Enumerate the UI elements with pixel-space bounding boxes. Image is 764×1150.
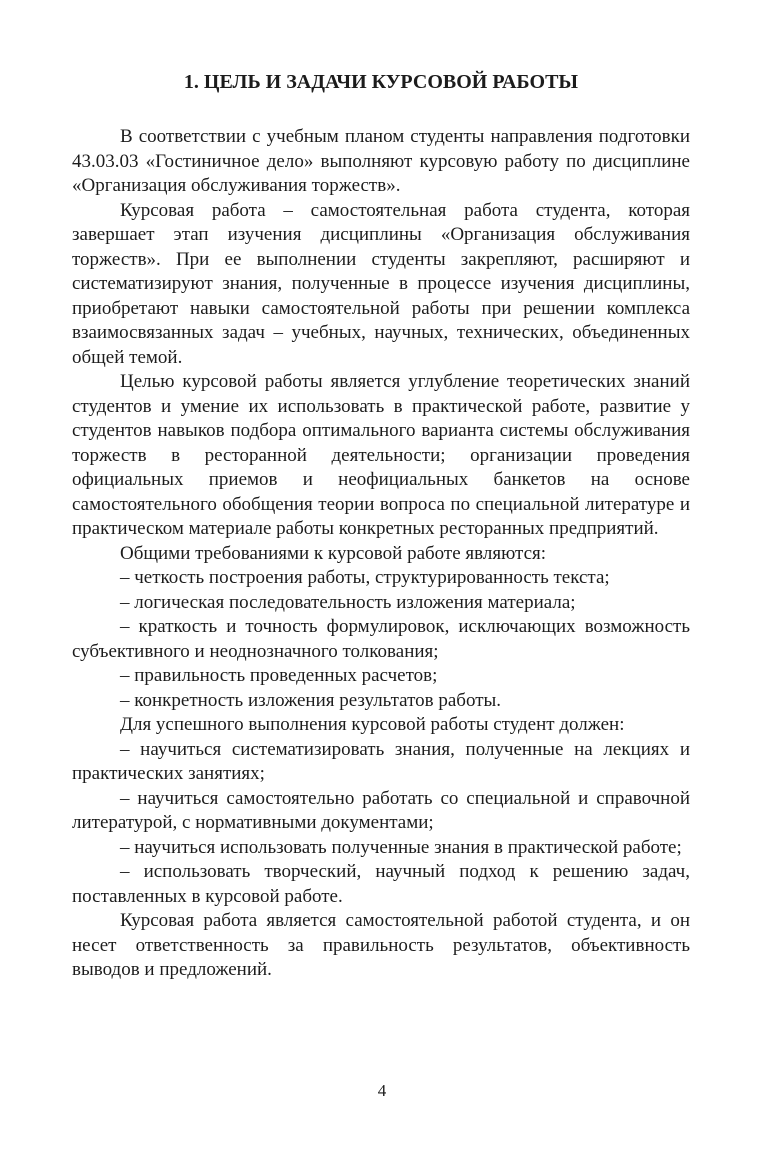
list-item: – использовать творческий, научный подход к решению задач, поставленных в курсовой работе.: [72, 861, 690, 907]
list-item: – краткость и точность формулировок, исключающих возможность субъективного и неоднозначного толкования;: [72, 616, 690, 662]
list-item: – логическая последовательность изложения материала;: [120, 591, 576, 613]
paragraph: Курсовая работа – самостоятельная работа студента, которая завершает этап изучения дисциплины «Организация обслуживания торжеств». При ее выполнении студенты закрепляют, расширяют и систематизируют знания, полученные в процессе изучения дисциплины, приобретают навыки самостоятельной работы при решении комплекса взаимосвязанных задач – учебных, научных, технических, объединенных общей темой.: [72, 199, 690, 368]
paragraph: В соответствии с учебным планом студенты направления подготовки 43.03.03 «Гостиничное дело» выполняют курсовую работу по дисциплине «Организация обслуживания торжеств».: [72, 126, 690, 196]
list-item: – конкретность изложения результатов работы.: [120, 689, 502, 711]
paragraph: Целью курсовой работы является углубление теоретических знаний студентов и умение их использовать в практической работе, развитие у студентов навыков подбора оптимального варианта системы обслуживания торжеств в ресторанной деятельности; организации проведения официальных приемов и неофициальных банкетов на основе самостоятельного обобщения теории вопроса по специальной литературе и практическом материале работы конкретных ресторанных предприятий.: [72, 371, 690, 539]
section-title: 1. ЦЕЛЬ И ЗАДАЧИ КУРСОВОЙ РАБОТЫ: [183, 71, 579, 93]
list-item: – правильность проведенных расчетов;: [120, 665, 438, 686]
list-item: – научиться систематизировать знания, полученные на лекциях и практических занятиях;: [72, 738, 690, 784]
paragraph: Курсовая работа является самостоятельной работой студента, и он несет ответственность за правильность результатов, объективность выводов и предложений.: [72, 910, 690, 980]
list-item: – научиться самостоятельно работать со специальной и справочной литературой, с нормативными документами;: [72, 787, 690, 833]
list-item: – научиться использовать полученные знания в практической работе;: [120, 836, 682, 858]
page-number: 4: [377, 1081, 387, 1100]
paragraph: Общими требованиями к курсовой работе являются:: [120, 542, 547, 564]
document-page: [0, 70, 764, 1150]
list-item: – четкость построения работы, структурированность текста;: [120, 567, 610, 588]
paragraph: Для успешного выполнения курсовой работы студент должен:: [120, 714, 625, 735]
document-body: [72, 125, 690, 983]
